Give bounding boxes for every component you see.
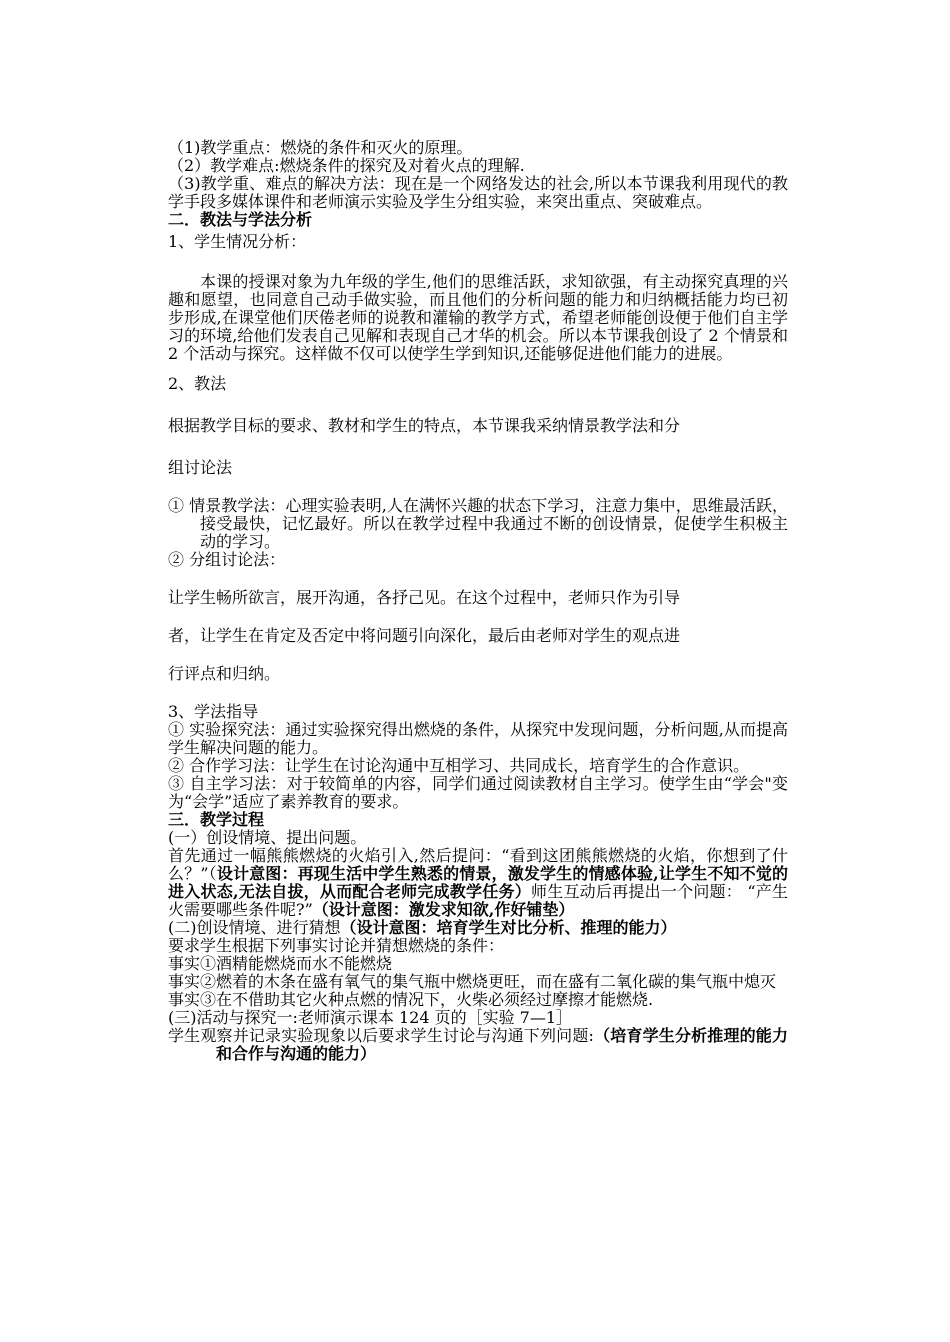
- step1-design-intent-a: 设计意图：再现生活中学生熟悉的情景，激发学生的情感体验,让学生不知不觉的进入状态,无法自拔，从而配合老师完成教学任务）: [168, 864, 788, 901]
- group-discussion-line-3: 行评点和归纳。: [168, 664, 281, 683]
- subheading-learning-guide: 3、学法指导: [168, 702, 259, 721]
- step2-design-intent: （设计意图：培育学生对比分析、推理的能力）: [340, 918, 677, 937]
- student-analysis-body: 本课的授课对象为九年级的学生,他们的思维活跃，求知欲强，有主动探究真理的兴趣和愿望，也同意自己动手做实验，而且他们的分析问题的能力和归纳概括能力均已初步形成,在课堂他们厌倦老师的说教和灌输的教学方式，希望老师能创设便于他们自主学习的环境,给他们发表自己见解和表现自己才华的机会。所以本节课我创设了 2 个情景和 2 个活动与探究。这样做不仅可以使学生学到知识,还能够促进他们能力的进展。: [168, 272, 788, 363]
- subheading-student-analysis: 1、学生情况分析：: [168, 232, 307, 251]
- teaching-method-line-1: 根据教学目标的要求、教材和学生的特点，本节课我采纳情景教学法和分: [168, 416, 681, 435]
- step2-intro: 要求学生根据下列事实讨论并猜想燃烧的条件：: [168, 936, 505, 955]
- guide-experiment: ① 实验探究法：通过实验探究得出燃烧的条件，从探究中发现问题，分析问题,从而提高学生解决问题的能力。: [168, 720, 788, 757]
- method-situational: ① 情景教学法：心理实验表明,人在满怀兴趣的状态下学习，注意力集中，思维最活跃，接受最快，记忆最好。所以在教学过程中我通过不断的创设情景，促使学生积极主动的学习。: [168, 496, 788, 551]
- step3-text: 学生观察并记录实验现象以后要求学生讨论与沟通下列问题:: [168, 1026, 594, 1045]
- guide-cooperative: ② 合作学习法：让学生在讨论沟通中互相学习、共同成长，培育学生的合作意识。: [168, 756, 750, 775]
- step1-design-intent-b: （设计意图：激发求知欲,作好铺垫）: [312, 900, 575, 919]
- step3-paragraph: [168, 1027, 788, 1063]
- teaching-method-line-2: 组讨论法: [168, 458, 233, 477]
- subheading-teaching-method: 2、教法: [168, 374, 227, 393]
- section-heading-process: 三．教学过程: [168, 810, 265, 829]
- fact-3: 事实③在不借助其它火种点燃的情况下，火柴必须经过摩擦才能燃烧.: [168, 990, 654, 1009]
- teaching-difficulty: （2）教学难点:燃烧条件的探究及对着火点的理解.: [168, 156, 525, 175]
- step1-text-b: 师生互动后再提出一个问题： “产生火需要哪些条件呢?”: [168, 882, 788, 919]
- step1-paragraph: [168, 847, 788, 919]
- fact-2: 事实②燃着的木条在盛有氧气的集气瓶中燃烧更旺，而在盛有二氧化碳的集气瓶中熄灭: [168, 972, 777, 991]
- step3-design-intent: （培育学生分析推理的能力和合作与沟通的能力）: [216, 1026, 788, 1063]
- step2-text: (二)创设情境、进行猜想: [168, 918, 341, 937]
- section-heading-methods: 二．教法与学法分析: [168, 210, 313, 229]
- guide-self-study: ③ 自主学习法：对于较简单的内容，同学们通过阅读教材自主学习。使学生由“学会"变为“会学”适应了素养教育的要求。: [168, 774, 788, 811]
- group-discussion-line-2: 者，让学生在肯定及否定中将问题引向深化，最后由老师对学生的观点进: [168, 626, 681, 645]
- document-page: [168, 139, 788, 1063]
- step1-title: (一）创设情境、提出问题。: [168, 828, 367, 847]
- step2-paragraph: [168, 919, 788, 937]
- difficulty-solution: （3)教学重、难点的解决方法：现在是一个网络发达的社会,所以本节课我利用现代的教学手段多媒体课件和老师演示实验及学生分组实验，来突出重点、突破难点。: [168, 174, 788, 211]
- step3-title: (三)活动与探究一:老师演示课本 124 页的［实验 7—1］: [168, 1008, 573, 1027]
- fact-1: 事实①酒精能燃烧而水不能燃烧: [168, 954, 393, 973]
- step1-text-a: 首先通过一幅熊熊燃烧的火焰引入,然后提问：“看到这团熊熊燃烧的火焰，你想到了什么？”（: [168, 846, 788, 883]
- group-discussion-line-1: 让学生畅所欲言，展开沟通，各抒己见。在这个过程中，老师只作为引导: [168, 588, 681, 607]
- teaching-focus: （1)教学重点：燃烧的条件和灭火的原理。: [168, 138, 473, 157]
- method-group-discussion-title: ② 分组讨论法：: [168, 550, 286, 569]
